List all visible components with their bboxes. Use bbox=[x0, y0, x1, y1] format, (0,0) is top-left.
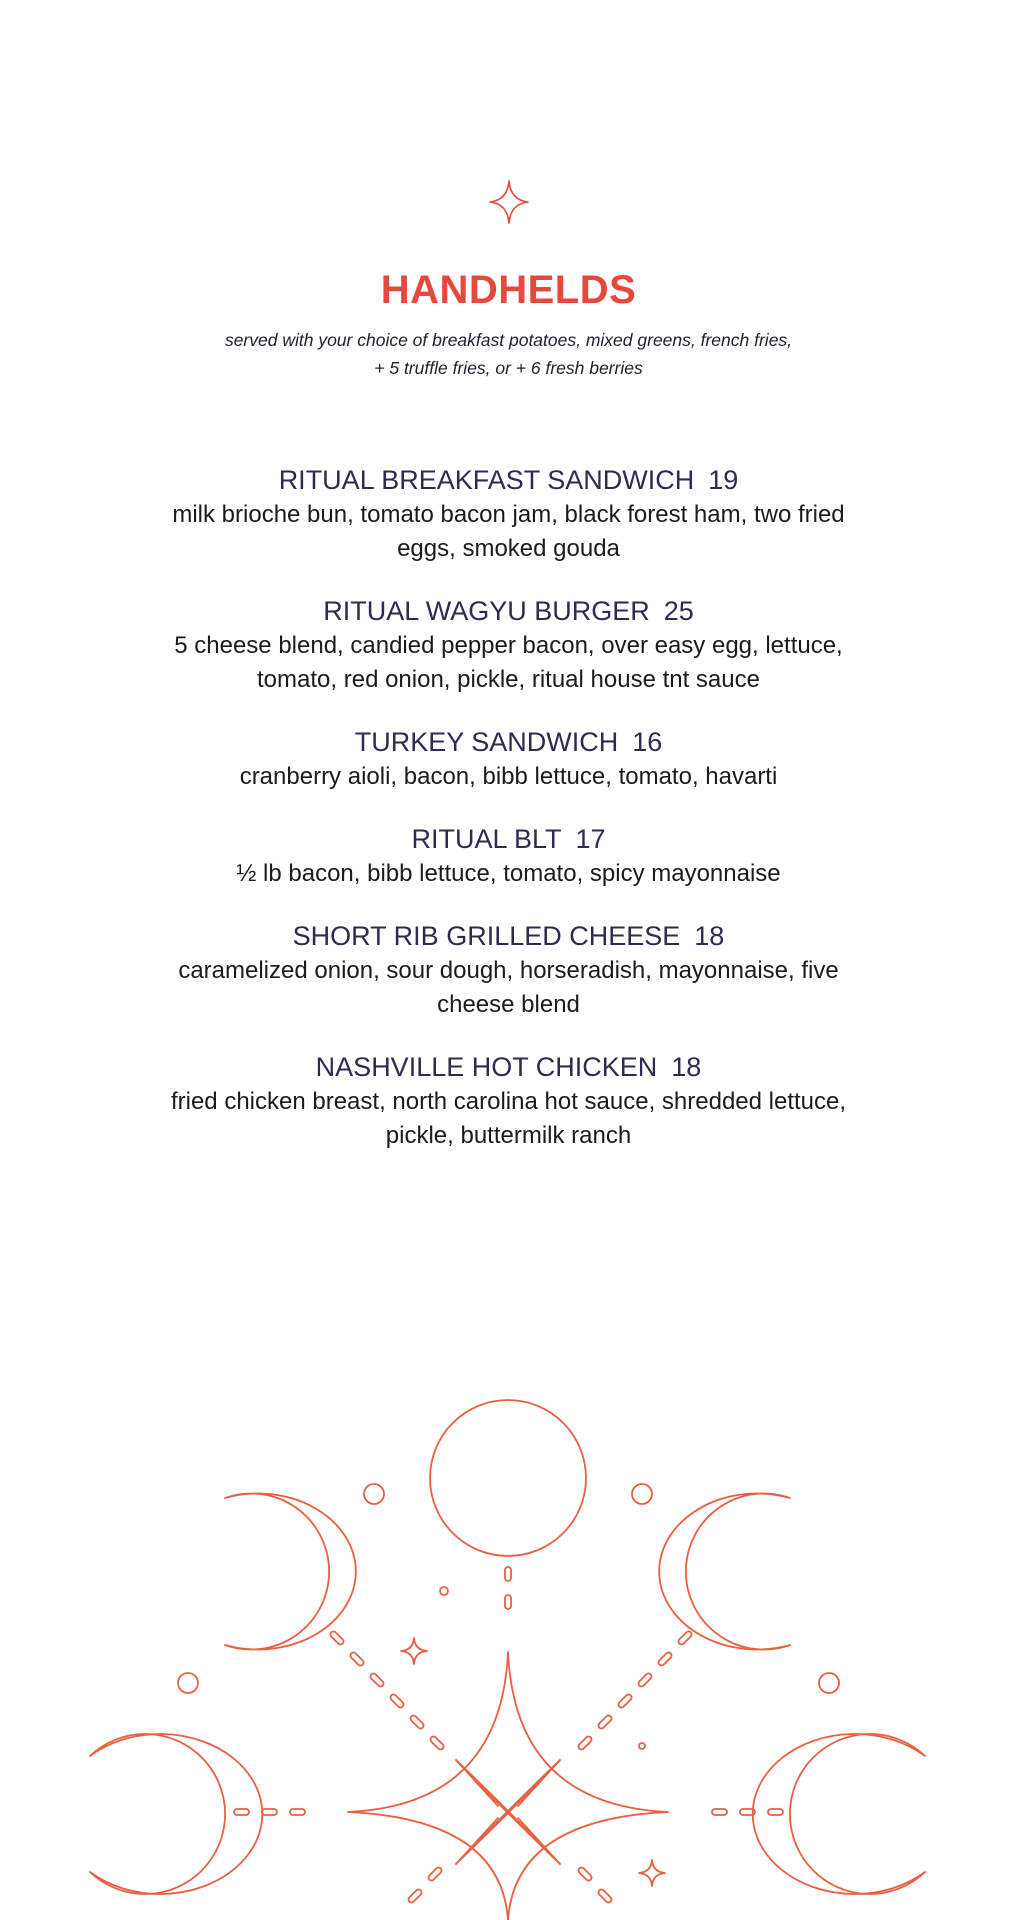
item-name: NASHVILLE HOT CHICKEN bbox=[315, 1052, 658, 1082]
section-title: HANDHELDS bbox=[380, 268, 637, 312]
item-name: RITUAL WAGYU BURGER bbox=[323, 596, 650, 626]
crescent-moon-icon bbox=[753, 1734, 925, 1894]
subtitle-line-1: served with your choice of breakfast potatoes, mixed greens, french fries, bbox=[224, 330, 793, 350]
item-price: 17 bbox=[575, 824, 606, 854]
crescent-moon-icon bbox=[659, 1494, 790, 1650]
compass-star-icon bbox=[348, 1652, 668, 1920]
sparkle-icon bbox=[639, 1860, 665, 1886]
item-description: cranberry aioli, bacon, bibb lettuce, tomato, havarti bbox=[239, 763, 778, 790]
menu-item-title bbox=[150, 1049, 867, 1085]
dot-icon bbox=[440, 1587, 448, 1595]
item-price: 19 bbox=[708, 465, 739, 495]
crescent-moon-icon bbox=[90, 1734, 262, 1894]
menu-item bbox=[150, 593, 867, 697]
item-name: TURKEY SANDWICH bbox=[354, 727, 619, 757]
item-name: RITUAL BLT bbox=[411, 824, 562, 854]
menu-item bbox=[150, 918, 867, 1022]
menu-item-title bbox=[150, 724, 867, 760]
menu-item-title bbox=[150, 821, 867, 857]
menu-list bbox=[150, 462, 867, 1180]
item-description: ½ lb bacon, bibb lettuce, tomato, spicy mayonnaise bbox=[236, 860, 781, 887]
dot-icon bbox=[364, 1484, 384, 1504]
item-price: 16 bbox=[632, 727, 663, 757]
item-name: RITUAL BREAKFAST SANDWICH bbox=[278, 465, 695, 495]
menu-item bbox=[150, 724, 867, 794]
item-price: 18 bbox=[671, 1052, 702, 1082]
menu-item bbox=[150, 1049, 867, 1153]
menu-item-title bbox=[150, 593, 867, 629]
dot-icon bbox=[178, 1673, 198, 1693]
menu-item-title bbox=[150, 462, 867, 498]
dot-icon bbox=[639, 1743, 645, 1749]
subtitle-line-2: + 5 truffle fries, or + 6 fresh berries bbox=[374, 358, 643, 378]
full-moon-icon bbox=[430, 1400, 586, 1556]
crescent-moon-icon bbox=[225, 1494, 356, 1650]
menu-item bbox=[150, 821, 867, 891]
dot-icon bbox=[819, 1673, 839, 1693]
celestial-moon-phases-illustration bbox=[0, 1380, 1017, 1920]
menu-item-title bbox=[150, 918, 867, 954]
section-subtitle bbox=[0, 326, 1017, 382]
four-point-star-icon bbox=[489, 180, 529, 224]
sparkle-icon bbox=[401, 1638, 427, 1664]
item-name: SHORT RIB GRILLED CHEESE bbox=[292, 921, 681, 951]
item-description: 5 cheese blend, candied pepper bacon, over easy egg, lettuce, tomato, red onion, pickle, ritual house tnt sauce bbox=[174, 632, 843, 693]
menu-item bbox=[150, 462, 867, 566]
item-description: caramelized onion, sour dough, horseradish, mayonnaise, five cheese blend bbox=[178, 957, 839, 1018]
dot-icon bbox=[632, 1484, 652, 1504]
item-description: milk brioche bun, tomato bacon jam, black forest ham, two fried eggs, smoked gouda bbox=[172, 501, 845, 562]
item-price: 18 bbox=[694, 921, 725, 951]
item-description: fried chicken breast, north carolina hot sauce, shredded lettuce, pickle, buttermilk ranch bbox=[170, 1088, 847, 1149]
item-price: 25 bbox=[663, 596, 694, 626]
